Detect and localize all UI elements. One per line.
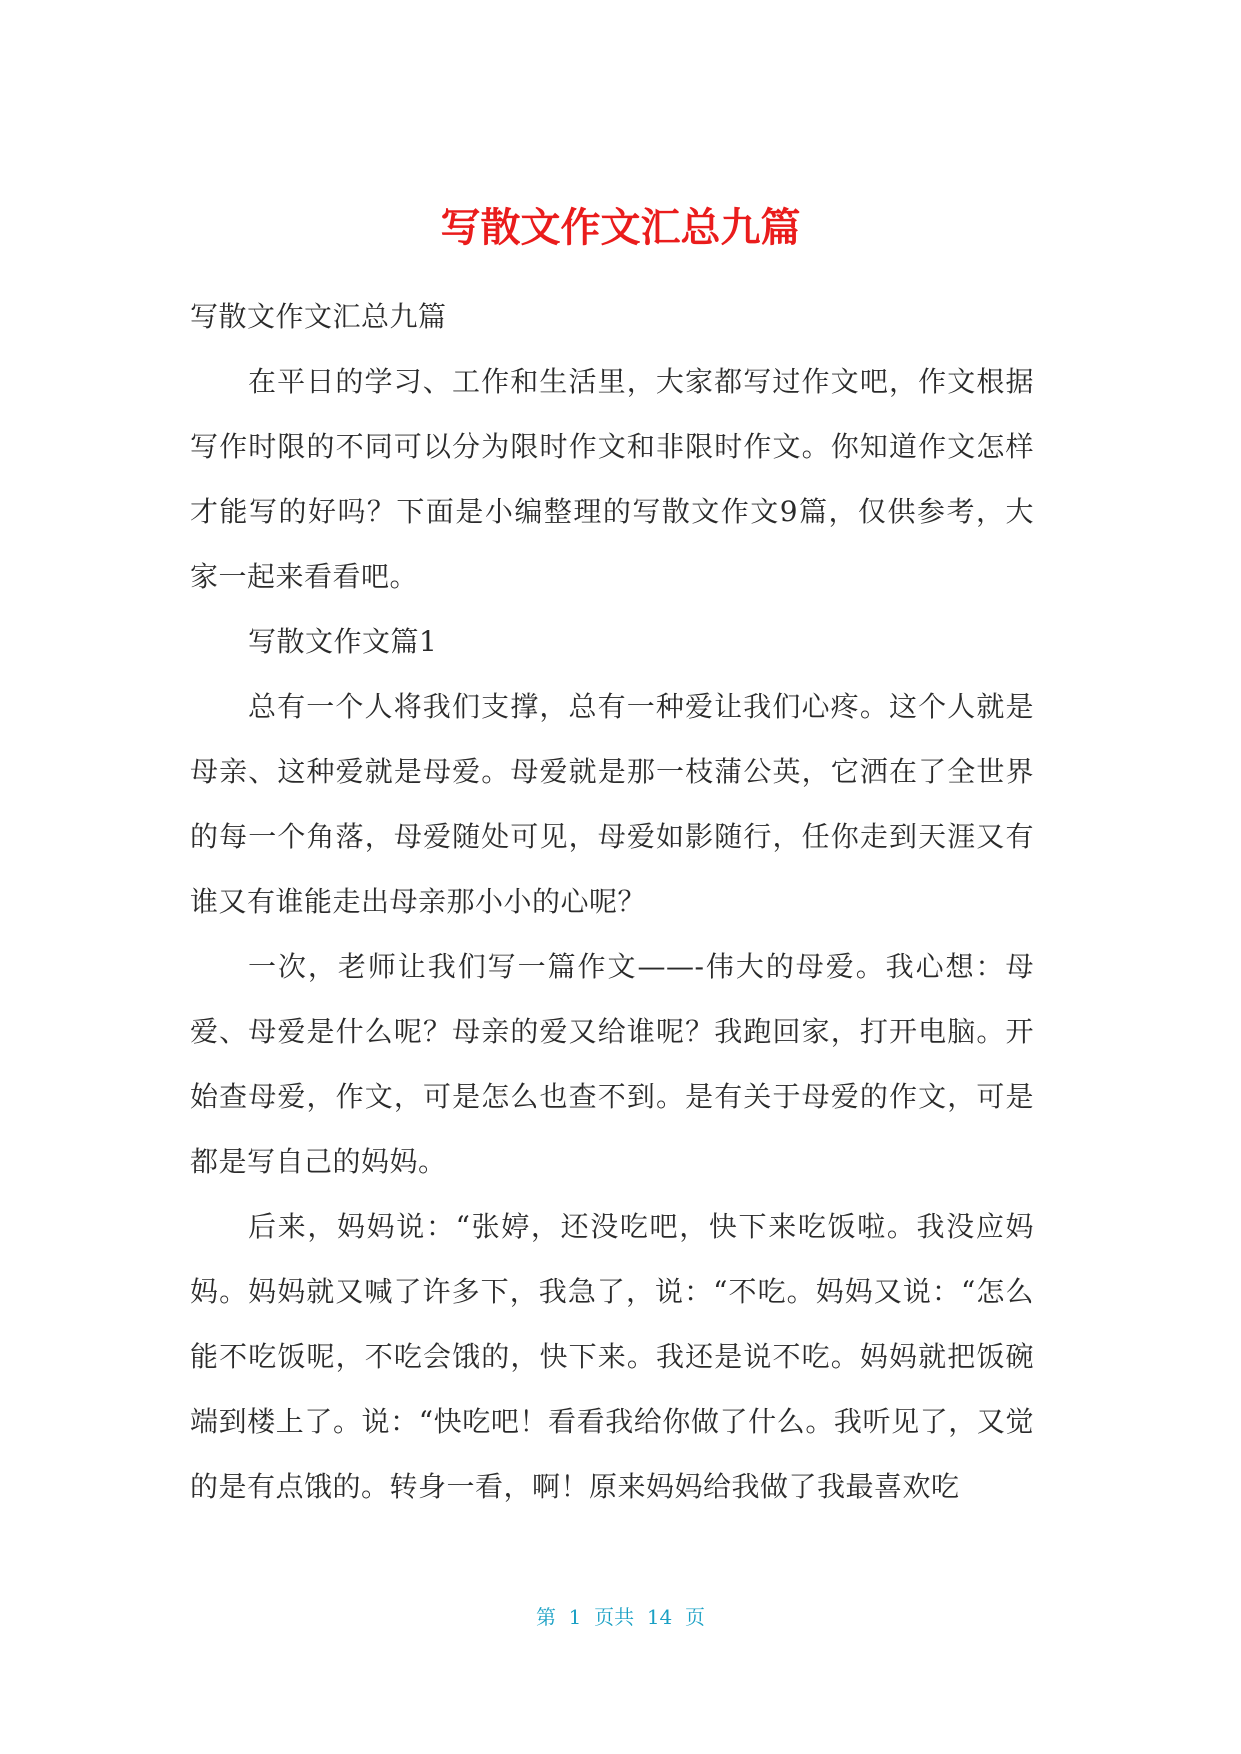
paragraph: 一次，老师让我们写一篇作文——-伟大的母爱。我心想：母爱、母爱是什么呢？母亲的爱又给谁呢？我跑回家，打开电脑。开始查母爱，作文，可是怎么也查不到。是有关于母爱的作文，可是都是写自己的妈妈。 <box>190 950 1034 1178</box>
section-heading: 写散文作文篇1 <box>248 625 438 658</box>
document-title: 写散文作文汇总九篇 <box>440 205 801 251</box>
page-number-footer: 第 1 页共 14 页 <box>535 1605 706 1629</box>
paragraph: 在平日的学习、工作和生活里，大家都写过作文吧，作文根据写作时限的不同可以分为限时作文和非限时作文。你知道作文怎样才能写的好吗？下面是小编整理的写散文作文9篇，仅供参考，大家一起来看看吧。 <box>190 365 1034 593</box>
paragraph: 后来，妈妈说：“张婷，还没吃吧，快下来吃饭啦。我没应妈妈。妈妈就又喊了许多下，我急了，说：“不吃。妈妈又说：“怎么能不吃饭呢，不吃会饿的，快下来。我还是说不吃。妈妈就把饭碗端到楼上了。说：“快吃吧！看看我给你做了什么。我听见了，又觉的是有点饿的。转身一看，啊！原来妈妈给我做了我最喜欢吃 <box>190 1210 1034 1503</box>
document-body <box>190 284 1034 1519</box>
paragraph: 总有一个人将我们支撑，总有一种爱让我们心疼。这个人就是母亲、这种爱就是母爱。母爱就是那一枝蒲公英，它洒在了全世界的每一个角落，母爱随处可见，母爱如影随行，任你走到天涯又有谁又有谁能走出母亲那小小的心呢？ <box>190 690 1034 918</box>
subtitle-line: 写散文作文汇总九篇 <box>190 300 447 333</box>
